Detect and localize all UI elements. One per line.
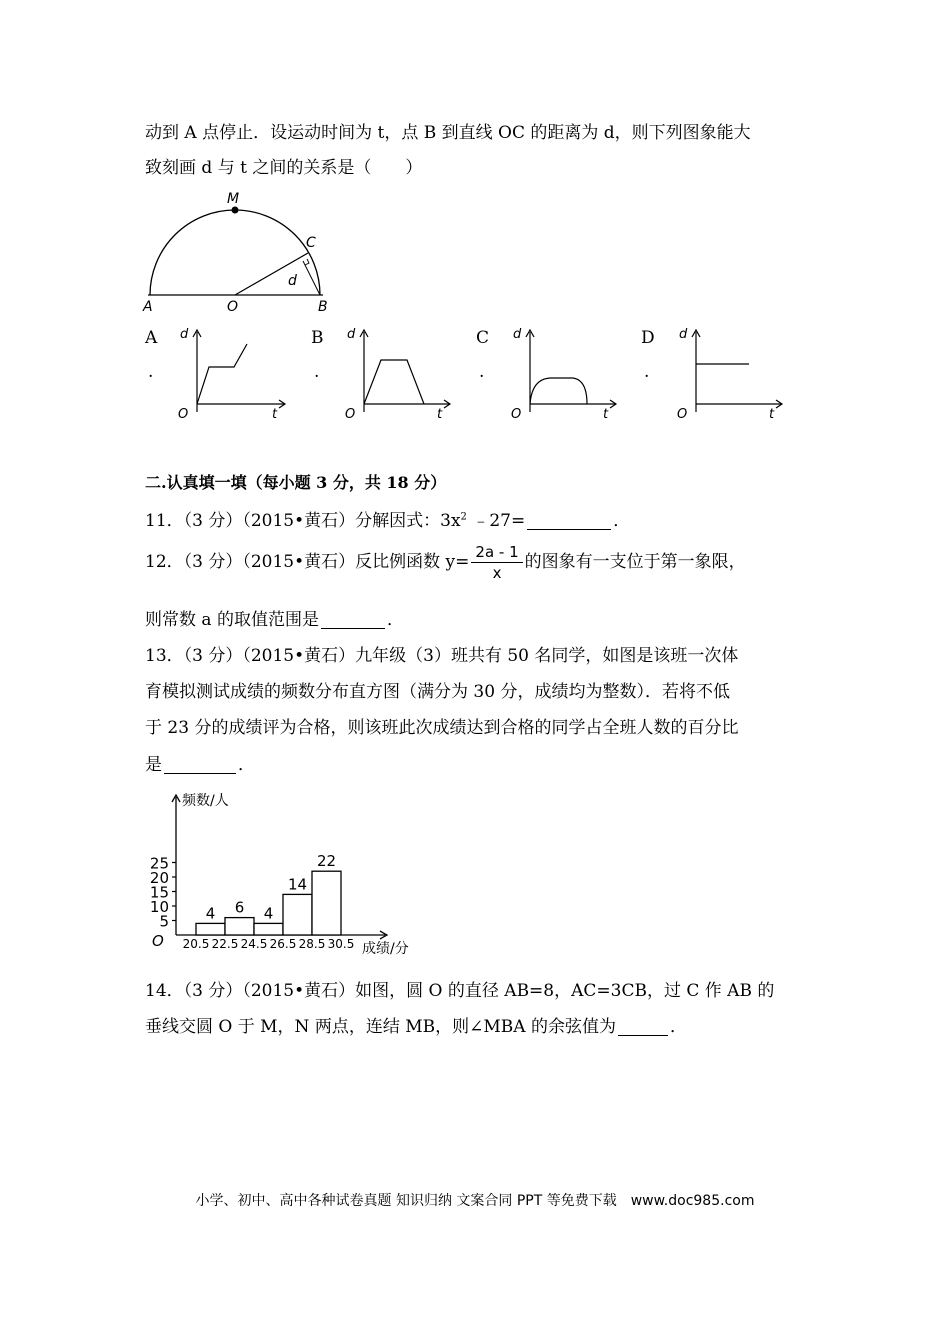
q13-answer-blank[interactable] [164,755,236,774]
y-tick-label: 5 [159,912,169,931]
label-b: B [318,299,328,315]
q14-end: ． [669,1017,687,1037]
option-a-graph [172,322,292,422]
q11-text2: ﹣27= [466,511,526,531]
option-d-y-label: d [679,327,688,342]
option-a-x-label: t [272,407,278,422]
q12-line2-text: 则常数 a 的取值范围是 [145,610,319,630]
q12-fraction [471,542,522,583]
frequency-histogram [140,785,440,965]
q11-sup: 2 [460,511,467,523]
q12-end: ． [386,610,404,630]
x-tick-label: 26.5 [269,937,297,951]
option-a-y-label: d [180,327,189,342]
bar-value-label: 22 [316,852,337,871]
q12-denominator: x [492,564,502,582]
option-c-y-label: d [513,327,522,342]
q11-answer-blank[interactable] [527,511,611,530]
label-a: A [143,299,153,315]
histogram-bar [312,871,341,935]
q13-end: ． [238,755,255,775]
option-b-label: B [311,328,324,348]
x-tick-label: 22.5 [211,937,239,951]
option-c-graph [505,322,625,422]
q14-line2 [145,1012,687,1037]
option-d-x-label: t [769,407,775,422]
q10-line2: 致刻画 d 与 t 之间的关系是（ ） [145,158,423,178]
label-c: C [306,235,316,251]
option-c-dot: . [479,362,485,382]
option-b-x-label: t [437,407,443,422]
q12-text2: 的图象有一支位于第一象限， [524,552,746,572]
q13-line3: 于 23 分的成绩评为合格，则该班此次成绩达到合格的同学占全班人数的百分比 [145,718,739,738]
histogram-bar [254,923,283,935]
bar-value-label: 6 [234,898,245,917]
option-b-graph [339,322,459,422]
histogram-bar [283,894,312,935]
section-heading: 二.认真填一填（每小题 3 分，共 18 分） [145,473,447,492]
option-a-label: A [145,328,158,348]
option-d-graph [671,322,791,422]
option-b-dot: . [314,362,320,382]
option-d-label: D [641,328,655,348]
x-tick-label: 24.5 [240,937,268,951]
q10-line1: 动到 A 点停止．设运动时间为 t，点 B 到直线 OC 的距离为 d，则下列图象能大 [145,123,751,143]
option-a-dot: . [148,362,154,382]
option-c-x-label: t [603,407,609,422]
histogram-bar [196,923,225,935]
y-tick-label: 15 [149,883,169,902]
y-tick-label: 25 [149,854,169,873]
q14-answer-blank[interactable] [618,1017,668,1036]
q11-end: ． [613,511,631,531]
x-tick-label: 28.5 [298,937,326,951]
q13-line4 [145,750,255,775]
option-d-origin: O [677,407,688,422]
bar-value-label: 4 [263,904,274,923]
q12-text: 12．（3 分）（2015•黄石）反比例函数 y= [145,552,470,572]
q12-line2 [145,605,404,630]
q12-answer-blank[interactable] [321,610,385,629]
q11-text: 11．（3 分）（2015•黄石）分解因式：3x [145,511,461,531]
option-a-origin: O [178,407,189,422]
option-c-label: C [476,328,490,348]
option-c-origin: O [511,407,522,422]
q13-line2: 育模拟测试成绩的频数分布直方图（满分为 30 分，成绩均为整数）．若将不低 [145,682,730,702]
q13-line1: 13．（3 分）（2015•黄石）九年级（3）班共有 50 名同学，如图是该班一次体 [145,646,739,666]
q14-line1: 14．（3 分）（2015•黄石）如图，圆 O 的直径 AB=8，AC=3CB，过 C 作 AB 的 [145,981,775,1001]
option-d-dot: . [644,362,650,382]
label-d: d [288,273,297,289]
page-footer: 小学、初中、高中各种试卷真题 知识归纳 文案合同 PPT 等免费下载 www.doc985.com [195,1193,755,1209]
x-tick-label: 30.5 [327,937,355,951]
q11 [145,506,630,531]
origin-label: O [152,932,164,950]
q12-numerator: 2a - 1 [471,542,522,563]
y-tick-label: 20 [149,869,169,887]
y-axis-label: 频数/人 [182,793,229,809]
semicircle-figure [138,185,338,315]
q14-line2-text: 垂线交圆 O 于 M，N 两点，连结 MB，则∠MBA 的余弦值为 [145,1017,616,1037]
x-tick-label: 20.5 [182,937,210,951]
histogram-bar [225,918,254,935]
bar-value-label: 14 [287,875,308,894]
option-b-y-label: d [347,327,356,342]
label-m: M [227,191,240,207]
y-tick-label: 10 [149,898,169,916]
option-b-origin: O [345,407,356,422]
q13-line4-text: 是 [145,755,162,775]
label-o: O [227,299,239,315]
bar-value-label: 4 [205,904,216,923]
x-axis-label: 成绩/分 [362,941,409,957]
q12 [145,542,746,583]
